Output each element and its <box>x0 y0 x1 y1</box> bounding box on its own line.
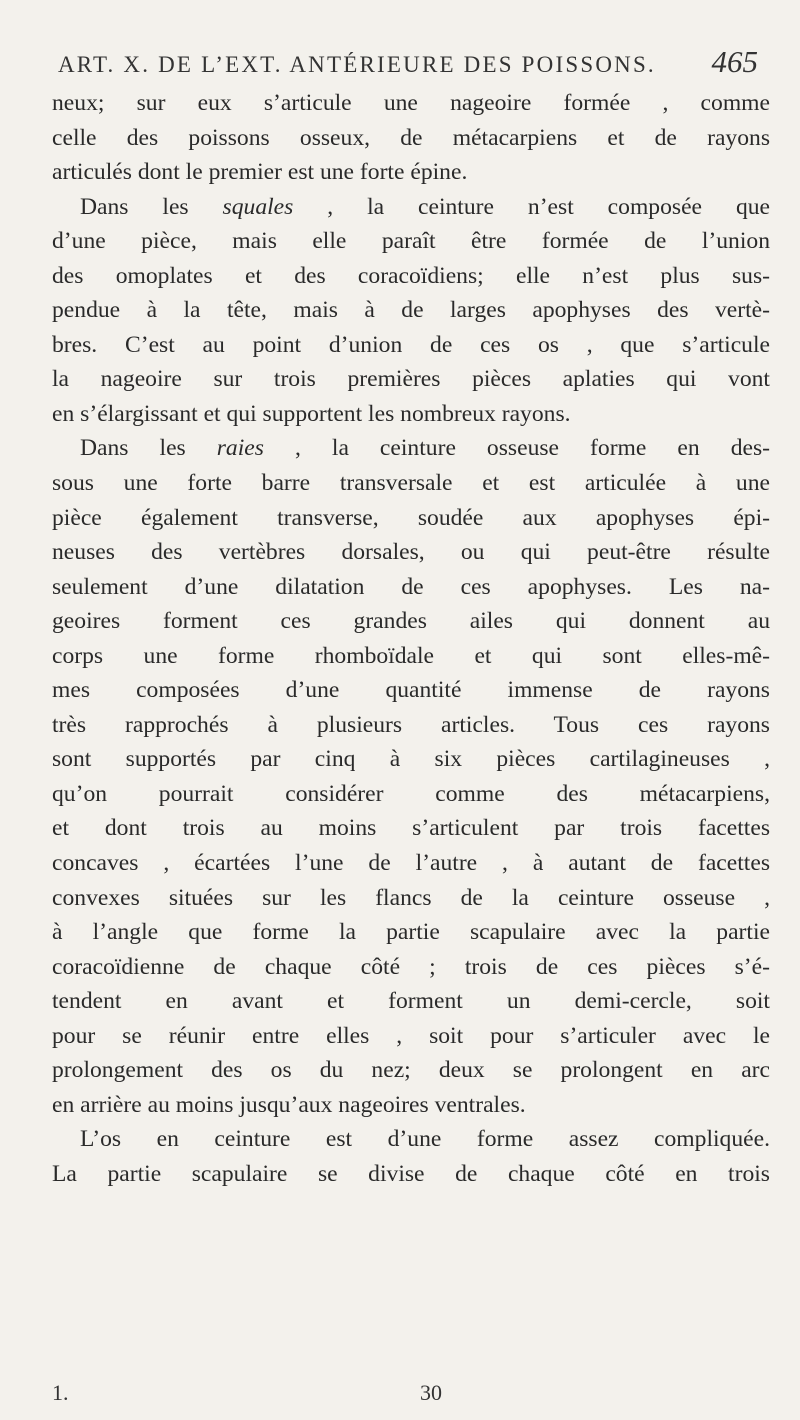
text-line-12: sous une forte barre transversale et est articulée à une <box>52 470 770 497</box>
text-line-4 <box>52 190 770 225</box>
text-line-8: bres. C’est au point d’union de ces os , que s’articule <box>52 331 770 358</box>
text-line-24: convexes situées sur les flancs de la ceinture osseuse , <box>52 884 770 911</box>
text-line-9: la nageoire sur trois premières pièces aplaties qui vont <box>52 366 770 393</box>
text-line-28: pour se réunir entre elles , soit pour s’articuler avec le <box>52 1022 770 1049</box>
text-line-23: concaves , écartées l’une de l’autre , à autant de facettes <box>52 850 770 877</box>
text-line-11-start: Dans les <box>80 435 217 462</box>
text-line-14: neuses des vertèbres dorsales, ou qui peut-être résulte <box>52 539 770 566</box>
italic-term-squales: squales <box>222 193 294 220</box>
text-line-32: La partie scapulaire se divise de chaque côté en trois <box>52 1160 770 1187</box>
text-line-11 <box>52 431 770 466</box>
text-line-21: qu’on pourrait considérer comme des métacarpiens, <box>52 780 770 807</box>
body-text <box>52 86 770 1192</box>
text-line-19: très rapprochés à plusieurs articles. Tous ces rayons <box>52 711 770 738</box>
italic-term-raies: raies <box>216 435 264 462</box>
signature-mark: 1. <box>52 1380 69 1405</box>
text-line-13: pièce également transverse, soudée aux apophyses épi- <box>52 504 770 531</box>
text-line-27: tendent en avant et forment un demi-cercle, soit <box>52 988 770 1015</box>
text-line-7: pendue à la tête, mais à de larges apophyses des vertè- <box>52 297 770 324</box>
text-line-20: sont supportés par cinq à six pièces cartilagineuses , <box>52 746 770 773</box>
text-line-5: d’une pièce, mais elle paraît être formée de l’union <box>52 228 770 255</box>
text-line-29: prolongement des os du nez; deux se prolongent en arc <box>52 1057 770 1084</box>
text-line-4-start: Dans les <box>80 193 223 220</box>
text-line-4-end: , la ceinture n’est composée que <box>293 193 770 220</box>
text-line-30: en arrière au moins jusqu’aux nageoires ventrales. <box>52 1091 526 1118</box>
text-line-3: articulés dont le premier est une forte épine. <box>52 159 468 186</box>
text-line-15: seulement d’une dilatation de ces apophyses. Les na- <box>52 573 770 600</box>
page-number: 465 <box>711 44 758 79</box>
text-line-2: celle des poissons osseux, de métacarpiens et de rayons <box>52 124 770 151</box>
text-line-16: geoires forment ces grandes ailes qui donnent au <box>52 608 770 635</box>
text-line-18: mes composées d’une quantité immense de rayons <box>52 677 770 704</box>
text-line-11-end: , la ceinture osseuse forme en des- <box>263 435 770 462</box>
text-line-10: en s’élargissant et qui supportent les nombreux rayons. <box>52 400 571 427</box>
text-line-1: neux; sur eux s’articule une nageoire formée , comme <box>52 90 770 116</box>
running-head: ART. X. DE L’EXT. ANTÉRIEURE DES POISSONS. <box>58 52 656 77</box>
text-line-25: à l’angle que forme la partie scapulaire avec la partie <box>52 919 770 946</box>
page-header <box>58 44 758 84</box>
text-line-26: coracoïdienne de chaque côté ; trois de ces pièces s’é- <box>52 953 770 980</box>
text-line-31: L’os en ceinture est d’une forme assez compliquée. <box>80 1126 770 1153</box>
text-line-6: des omoplates et des coracoïdiens; elle n’est plus sus- <box>52 262 770 289</box>
text-line-17: corps une forme rhomboïdale et qui sont elles-mê- <box>52 642 770 669</box>
gathering-number: 30 <box>420 1380 442 1405</box>
text-line-22: et dont trois au moins s’articulent par trois facettes <box>52 815 770 842</box>
